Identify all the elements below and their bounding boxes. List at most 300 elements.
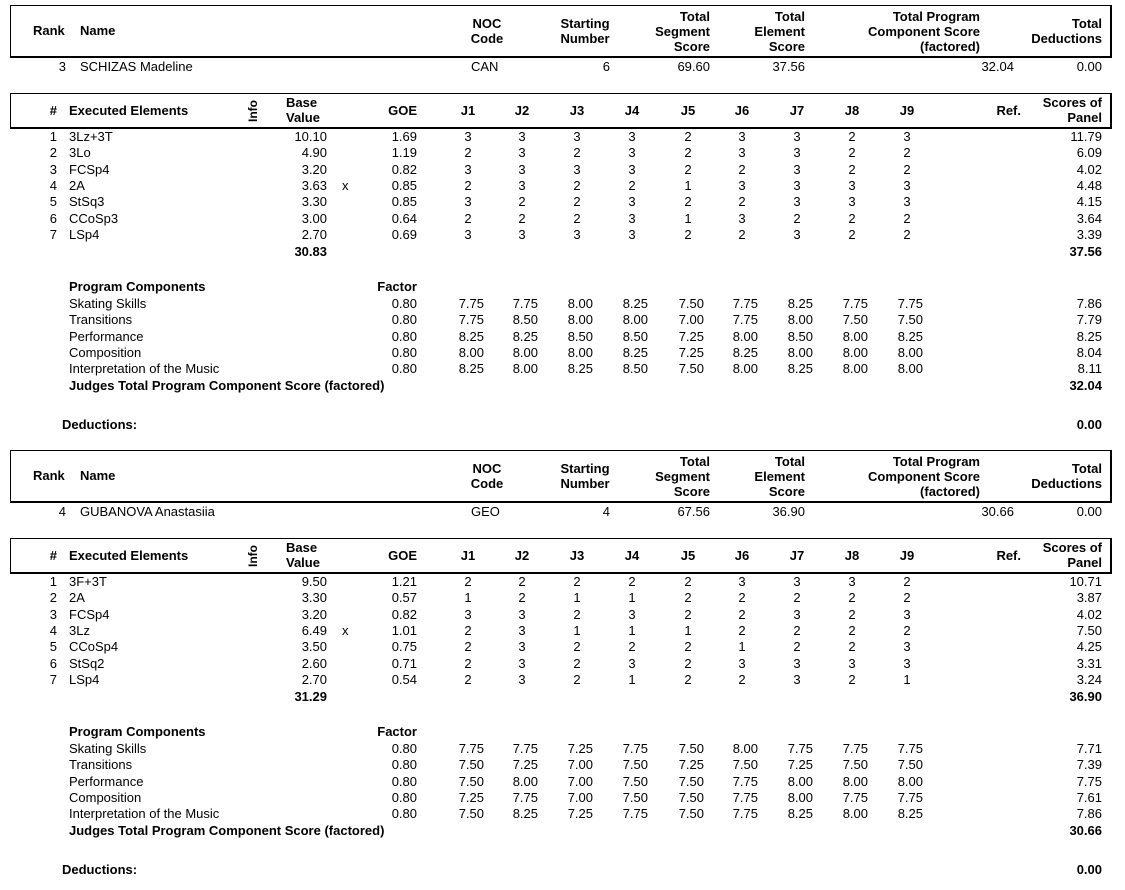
scores-of-panel-header: Panel	[1067, 555, 1102, 570]
judge-component-mark: 7.75	[897, 296, 923, 311]
judge-component-mark: 7.75	[458, 312, 484, 328]
goe: 1.01	[391, 622, 417, 638]
element-number: 4	[49, 177, 57, 193]
judge-component-mark: 7.75	[512, 741, 538, 756]
component-name: Composition	[69, 344, 142, 360]
judge-component-mark: 7.50	[458, 773, 484, 789]
base-value: 3.63	[301, 177, 327, 193]
scores-of-panel: 4.48	[1076, 177, 1102, 193]
judge-goe: 3	[573, 226, 581, 242]
judge-component-mark: 7.50	[622, 773, 648, 789]
noc-code-header: NOC	[472, 16, 502, 31]
scores-of-panel: 3.87	[1076, 590, 1102, 606]
element-name: 3Lz	[69, 622, 90, 638]
judge-component-mark: 8.25	[897, 806, 923, 822]
judge-header: J5	[680, 548, 696, 563]
judge-goe: 2	[738, 622, 746, 638]
name-header: Name	[80, 23, 116, 38]
judge-goe: 2	[684, 671, 692, 687]
judge-component-mark: 8.00	[732, 328, 758, 344]
total-deductions-header: Total	[1071, 16, 1102, 31]
component-factor: 0.80	[391, 757, 417, 773]
judge-goe: 3	[848, 177, 856, 193]
judge-goe: 3	[518, 145, 526, 161]
element-name: StSq2	[69, 655, 105, 671]
judge-header: J2	[514, 548, 530, 563]
judge-goe: 3	[793, 145, 801, 161]
base-value: 2.70	[301, 671, 327, 687]
judge-component-mark: 7.75	[458, 296, 484, 311]
element-number: 1	[49, 129, 57, 144]
judge-goe: 2	[848, 161, 856, 177]
base-value: 9.50	[301, 574, 327, 589]
judge-header: J8	[844, 548, 860, 563]
rank: 4	[58, 504, 66, 519]
judge-goe: 2	[464, 177, 472, 193]
judge-component-mark: 8.00	[897, 344, 923, 360]
total-element-score: 37.56	[772, 59, 805, 74]
judge-goe: 3	[793, 177, 801, 193]
judge-goe: 3	[738, 145, 746, 161]
starting-number: 4	[602, 504, 610, 519]
judge-goe: 1	[464, 590, 472, 606]
judge-goe: 2	[848, 622, 856, 638]
total-program-component-score-header: (factored)	[920, 484, 980, 499]
factor-header: Factor	[377, 279, 417, 294]
judge-component-mark: 8.00	[787, 773, 813, 789]
judge-goe: 2	[684, 145, 692, 161]
judge-header: J3	[569, 103, 585, 118]
element-number: 1	[49, 574, 57, 589]
judge-goe: 2	[628, 177, 636, 193]
judge-goe: 3	[628, 161, 636, 177]
goe: 0.64	[391, 210, 417, 226]
judge-component-mark: 7.75	[842, 741, 868, 756]
element-number: 3	[49, 161, 57, 177]
judge-component-mark: 7.75	[842, 296, 868, 311]
base-value: 3.30	[301, 194, 327, 210]
component-score: 7.71	[1076, 741, 1102, 756]
info-header: Info	[246, 100, 260, 122]
judge-goe: 2	[573, 606, 581, 622]
rank-header: Rank	[33, 23, 65, 38]
total-segment-score-header: Segment	[655, 24, 710, 39]
judge-goe: 2	[464, 210, 472, 226]
goe: 0.54	[391, 671, 417, 687]
base-value: 2.60	[301, 655, 327, 671]
judge-goe: 2	[903, 574, 911, 589]
judge-component-mark: 8.00	[567, 344, 593, 360]
component-score: 8.25	[1076, 328, 1102, 344]
component-factor: 0.80	[391, 296, 417, 311]
base-value: 4.90	[301, 145, 327, 161]
judge-goe: 2	[738, 161, 746, 177]
noc-code-header: Code	[470, 476, 504, 491]
total-segment-score: 69.60	[677, 59, 710, 74]
goe: 0.75	[391, 639, 417, 655]
judge-component-mark: 8.25	[897, 328, 923, 344]
judge-goe: 2	[903, 145, 911, 161]
judge-goe: 3	[518, 671, 526, 687]
rank: 3	[58, 59, 66, 74]
judge-goe: 3	[573, 129, 581, 144]
deductions-label: Deductions:	[62, 862, 138, 877]
executed-elements-header: Executed Elements	[69, 548, 189, 563]
component-factor: 0.80	[391, 361, 417, 377]
total-segment-score: 67.56	[677, 504, 710, 519]
judge-goe: 3	[738, 129, 746, 144]
judge-header: J1	[460, 103, 476, 118]
judge-goe: 3	[518, 655, 526, 671]
judge-goe: 2	[684, 194, 692, 210]
component-score: 7.86	[1076, 806, 1102, 822]
base-value: 3.50	[301, 639, 327, 655]
goe-header: GOE	[388, 103, 417, 118]
element-number: 6	[49, 210, 57, 226]
judge-component-mark: 8.00	[897, 773, 923, 789]
goe: 0.57	[391, 590, 417, 606]
judge-goe: 3	[464, 161, 472, 177]
judge-component-mark: 8.00	[787, 312, 813, 328]
judge-component-mark: 8.00	[512, 361, 538, 377]
judge-component-mark: 8.00	[787, 344, 813, 360]
judge-component-mark: 7.75	[458, 741, 484, 756]
judge-component-mark: 7.25	[678, 344, 704, 360]
judge-component-mark: 8.50	[622, 361, 648, 377]
component-factor: 0.80	[391, 806, 417, 822]
judges-total-pcs-label: Judges Total Program Component Score (factored)	[69, 823, 385, 838]
goe: 1.19	[391, 145, 417, 161]
base-value: 3.20	[301, 161, 327, 177]
judge-goe: 3	[628, 655, 636, 671]
judge-goe: 2	[464, 639, 472, 655]
element-name: 3Lo	[69, 145, 91, 161]
judge-goe: 3	[628, 210, 636, 226]
judge-goe: 2	[573, 639, 581, 655]
judge-component-mark: 7.00	[567, 789, 593, 805]
judge-component-mark: 7.50	[678, 806, 704, 822]
judge-component-mark: 7.75	[622, 806, 648, 822]
judge-goe: 1	[684, 177, 692, 193]
scores-of-panel: 7.50	[1076, 622, 1102, 638]
scores-of-panel: 3.31	[1076, 655, 1102, 671]
judge-goe: 2	[848, 145, 856, 161]
scores-of-panel: 4.15	[1076, 194, 1102, 210]
component-factor: 0.80	[391, 789, 417, 805]
factor-header: Factor	[377, 724, 417, 739]
judge-header: J9	[899, 548, 915, 563]
total-deductions: 0.00	[1076, 504, 1102, 519]
noc-code: CAN	[471, 59, 499, 74]
judge-goe: 3	[903, 606, 911, 622]
judge-component-mark: 7.00	[567, 773, 593, 789]
element-name: FCSp4	[69, 161, 110, 177]
judge-header: J9	[899, 103, 915, 118]
judge-goe: 3	[464, 194, 472, 210]
judge-component-mark: 8.00	[732, 741, 758, 756]
base-value: 3.00	[301, 210, 327, 226]
component-name: Skating Skills	[69, 741, 147, 756]
deductions-value: 0.00	[1076, 862, 1102, 877]
noc-code: GEO	[471, 504, 500, 519]
total-program-component-score-header: Component Score	[868, 469, 980, 484]
judge-component-mark: 7.25	[567, 741, 593, 756]
element-name: LSp4	[69, 226, 100, 242]
judge-goe: 3	[628, 145, 636, 161]
judge-component-mark: 8.50	[622, 328, 648, 344]
judge-goe: 2	[684, 655, 692, 671]
scores-of-panel: 3.24	[1076, 671, 1102, 687]
judge-component-mark: 8.25	[787, 361, 813, 377]
total-segment-score-header: Total	[679, 454, 710, 469]
judge-component-mark: 8.25	[622, 296, 648, 311]
base-value: 3.30	[301, 590, 327, 606]
scores-of-panel: 4.02	[1076, 606, 1102, 622]
judge-goe: 2	[464, 574, 472, 589]
component-name: Interpretation of the Music	[69, 806, 220, 822]
judge-goe: 2	[518, 574, 526, 589]
judge-component-mark: 8.00	[458, 344, 484, 360]
component-score: 7.75	[1076, 773, 1102, 789]
component-name: Transitions	[69, 312, 133, 328]
judge-component-mark: 7.75	[512, 789, 538, 805]
scores-of-panel: 4.02	[1076, 161, 1102, 177]
element-number: 7	[49, 226, 57, 242]
judge-header: J2	[514, 103, 530, 118]
component-name: Skating Skills	[69, 296, 147, 311]
judge-component-mark: 7.50	[678, 741, 704, 756]
judge-goe: 2	[738, 606, 746, 622]
judge-goe: 3	[848, 194, 856, 210]
judge-goe: 1	[573, 590, 581, 606]
judge-component-mark: 7.75	[732, 773, 758, 789]
component-factor: 0.80	[391, 344, 417, 360]
element-number: 5	[49, 639, 57, 655]
judge-header: J3	[569, 548, 585, 563]
total-segment-score-header: Score	[673, 484, 710, 499]
ref-header: Ref.	[996, 548, 1021, 563]
element-name: FCSp4	[69, 606, 110, 622]
judge-component-mark: 8.00	[842, 328, 868, 344]
judge-goe: 3	[518, 226, 526, 242]
element-name: 3Lz+3T	[69, 129, 113, 144]
scores-of-panel: 10.71	[1069, 574, 1102, 589]
scores-of-panel: 3.64	[1076, 210, 1102, 226]
total-program-component-score: 32.04	[981, 59, 1014, 74]
judge-component-mark: 7.25	[678, 757, 704, 773]
scores-of-panel: 11.79	[1070, 129, 1102, 144]
judge-component-mark: 7.75	[897, 789, 923, 805]
noc-code-header: Code	[470, 31, 504, 46]
judge-goe: 2	[848, 671, 856, 687]
judge-goe: 2	[684, 226, 692, 242]
element-name: StSq3	[69, 194, 105, 210]
judge-goe: 3	[793, 161, 801, 177]
total-program-component-score-header: Total Program	[892, 454, 980, 469]
judge-goe: 2	[793, 210, 801, 226]
judge-component-mark: 7.25	[567, 806, 593, 822]
total-program-component-score: 30.66	[981, 504, 1014, 519]
judge-goe: 3	[793, 574, 801, 589]
judge-goe: 1	[903, 671, 911, 687]
program-components-header: Program Components	[69, 279, 206, 294]
judge-component-mark: 8.00	[732, 361, 758, 377]
judge-component-mark: 8.00	[897, 361, 923, 377]
element-number: 7	[49, 671, 57, 687]
judge-goe: 3	[518, 639, 526, 655]
judge-goe: 2	[848, 590, 856, 606]
base-value-header: Base	[286, 540, 318, 555]
judge-header: J6	[734, 103, 750, 118]
judge-goe: 2	[848, 639, 856, 655]
judge-header: J1	[460, 548, 476, 563]
judge-header: J7	[789, 103, 805, 118]
judge-component-mark: 8.00	[567, 296, 593, 311]
judge-goe: 3	[793, 655, 801, 671]
judge-goe: 3	[793, 606, 801, 622]
judge-component-mark: 8.25	[622, 344, 648, 360]
judge-goe: 2	[464, 671, 472, 687]
program-components-header: Program Components	[69, 724, 206, 739]
total-segment-score-header: Total	[679, 9, 710, 24]
skater-name: GUBANOVA Anastasiia	[80, 504, 215, 519]
judge-component-mark: 7.75	[732, 789, 758, 805]
judge-component-mark: 7.25	[678, 328, 704, 344]
base-value: 10.10	[294, 129, 327, 144]
judge-goe: 2	[903, 226, 911, 242]
total-element-score-header: Element	[754, 24, 805, 39]
goe: 1.21	[391, 574, 417, 589]
component-factor: 0.80	[391, 328, 417, 344]
judge-component-mark: 7.50	[897, 312, 923, 328]
base-value-total: 31.29	[294, 689, 327, 704]
scores-of-panel: 6.09	[1076, 145, 1102, 161]
base-value-header: Base	[286, 95, 318, 110]
judge-component-mark: 7.50	[678, 296, 704, 311]
judge-goe: 2	[518, 590, 526, 606]
scores-of-panel-header: Scores of	[1042, 540, 1102, 555]
judge-component-mark: 8.25	[732, 344, 758, 360]
judge-goe: 1	[684, 210, 692, 226]
judge-goe: 2	[518, 210, 526, 226]
judge-goe: 1	[628, 671, 636, 687]
base-value-total: 30.83	[294, 244, 327, 259]
scores-of-panel-header: Scores of	[1042, 95, 1102, 110]
judge-component-mark: 8.00	[842, 344, 868, 360]
total-element-score-header: Element	[754, 469, 805, 484]
judge-goe: 3	[518, 606, 526, 622]
judge-component-mark: 8.00	[842, 806, 868, 822]
starting-number-header: Starting	[560, 16, 610, 31]
judge-component-mark: 7.75	[787, 741, 813, 756]
goe: 0.82	[391, 606, 417, 622]
element-name: LSp4	[69, 671, 100, 687]
starting-number-header: Number	[560, 476, 610, 491]
scores-of-panel: 4.25	[1076, 639, 1102, 655]
judge-goe: 2	[848, 226, 856, 242]
judge-goe: 3	[848, 574, 856, 589]
element-name: 2A	[69, 590, 85, 606]
judges-total-pcs-label: Judges Total Program Component Score (factored)	[69, 378, 385, 393]
base-value-header: Value	[286, 110, 320, 125]
info-header: Info	[246, 545, 260, 567]
total-program-component-score-header: Component Score	[868, 24, 980, 39]
total-element-score-header: Total	[774, 454, 805, 469]
second-half-bonus-marker: x	[342, 177, 349, 193]
judge-component-mark: 8.25	[458, 328, 484, 344]
judge-goe: 2	[573, 145, 581, 161]
judge-goe: 1	[684, 622, 692, 638]
total-program-component-score-header: Total Program	[892, 9, 980, 24]
component-factor: 0.80	[391, 741, 417, 756]
judge-component-mark: 8.00	[787, 789, 813, 805]
judge-goe: 2	[573, 671, 581, 687]
goe: 1.69	[391, 129, 417, 144]
judge-header: J4	[624, 548, 640, 563]
scores-of-panel-header: Panel	[1067, 110, 1102, 125]
judge-goe: 2	[848, 129, 856, 144]
element-score-total: 36.90	[1069, 689, 1102, 704]
judge-goe: 2	[464, 622, 472, 638]
judge-goe: 2	[684, 639, 692, 655]
judge-goe: 3	[738, 655, 746, 671]
total-deductions-header: Deductions	[1031, 476, 1102, 491]
component-name: Performance	[69, 328, 144, 344]
total-element-score-header: Total	[774, 9, 805, 24]
judge-goe: 2	[518, 194, 526, 210]
judge-component-mark: 8.00	[567, 312, 593, 328]
judge-component-mark: 8.00	[512, 344, 538, 360]
judge-goe: 3	[464, 129, 472, 144]
component-score: 8.04	[1076, 344, 1102, 360]
base-value: 6.49	[301, 622, 327, 638]
element-name: CCoSp3	[69, 210, 119, 226]
element-score-total: 37.56	[1069, 244, 1102, 259]
element-name: 3F+3T	[69, 574, 107, 589]
judge-goe: 3	[793, 194, 801, 210]
judge-goe: 3	[793, 129, 801, 144]
element-number: 2	[49, 145, 57, 161]
judge-goe: 3	[903, 129, 911, 144]
scores-of-panel: 3.39	[1076, 226, 1102, 242]
judge-goe: 2	[793, 639, 801, 655]
element-number: 2	[49, 590, 57, 606]
judge-goe: 2	[573, 574, 581, 589]
judge-component-mark: 7.75	[732, 296, 758, 311]
judge-goe: 2	[848, 210, 856, 226]
noc-code-header: NOC	[472, 461, 502, 476]
judge-goe: 3	[628, 226, 636, 242]
judge-goe: 1	[573, 622, 581, 638]
judge-component-mark: 7.50	[842, 312, 868, 328]
judge-goe: 3	[903, 194, 911, 210]
judge-component-mark: 7.00	[567, 757, 593, 773]
goe: 0.85	[391, 194, 417, 210]
second-half-bonus-marker: x	[342, 622, 349, 638]
starting-number-header: Number	[560, 31, 610, 46]
judge-component-mark: 8.50	[787, 328, 813, 344]
judge-goe: 2	[684, 129, 692, 144]
total-element-score-header: Score	[768, 39, 805, 54]
judge-component-mark: 8.00	[622, 312, 648, 328]
judge-goe: 3	[793, 671, 801, 687]
total-deductions-header: Deductions	[1031, 31, 1102, 46]
judge-component-mark: 8.50	[567, 328, 593, 344]
base-value-header: Value	[286, 555, 320, 570]
judge-component-mark: 7.50	[458, 757, 484, 773]
judge-component-mark: 7.00	[678, 312, 704, 328]
goe: 0.82	[391, 161, 417, 177]
